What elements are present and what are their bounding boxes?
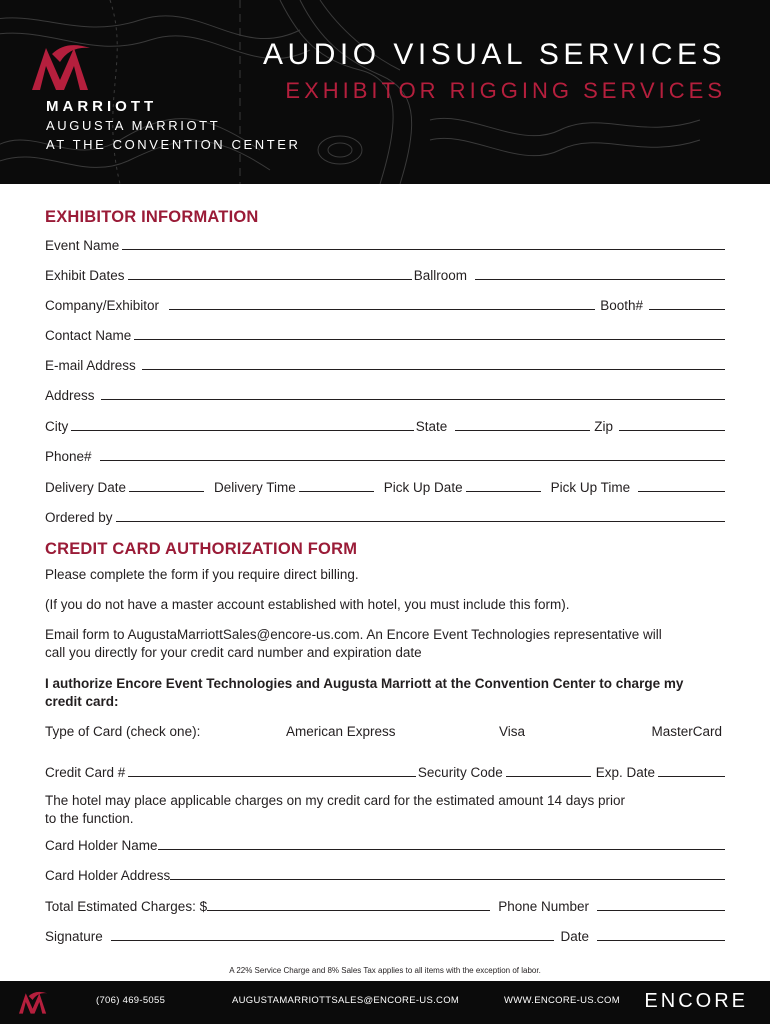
holder-name-label: Card Holder Name [45, 838, 158, 853]
signature-label: Signature [45, 929, 103, 944]
signature-field[interactable] [111, 927, 555, 941]
pickup-date-field[interactable] [466, 478, 541, 492]
holder-address-field[interactable] [170, 866, 725, 880]
footer-phone[interactable]: (706) 469-5055 [96, 995, 166, 1006]
pickup-time-field[interactable] [638, 478, 725, 492]
authorize-line-2: credit card: [45, 694, 119, 709]
phone-number-label: Phone Number [498, 899, 589, 914]
city-row [45, 414, 725, 434]
booth-label: Booth# [600, 298, 643, 313]
marriott-logo-icon [30, 40, 100, 92]
email-row [45, 353, 725, 373]
email-instruction-line-1: Email form to AugustaMarriottSales@encore-us.com. An Encore Event Technologies representative will [45, 627, 662, 642]
footer-email-link[interactable]: AUGUSTAMARRIOTTSALES@ENCORE-US.COM [232, 995, 460, 1006]
ordered-by-field[interactable] [116, 508, 725, 522]
holder-address-label: Card Holder Address [45, 868, 171, 883]
exhibit-dates-label: Exhibit Dates [45, 268, 125, 283]
event-name-field[interactable] [122, 236, 725, 250]
security-code-label: Security Code [417, 765, 503, 780]
charges-notice-line-1: The hotel may place applicable charges on my credit card for the estimated amount 14 days prior [45, 793, 626, 808]
brand-name: MARRIOTT [46, 98, 158, 115]
page-title: AUDIO VISUAL SERVICES [263, 38, 726, 71]
state-label: State [415, 419, 448, 434]
phone-field[interactable] [100, 447, 725, 461]
email-label: E-mail Address [45, 358, 136, 373]
email-field[interactable] [142, 356, 725, 370]
delivery-time-field[interactable] [299, 478, 374, 492]
booth-field[interactable] [649, 296, 725, 310]
card-type-row [45, 724, 725, 744]
ballroom-label: Ballroom [413, 268, 467, 283]
card-option-visa[interactable]: Visa [499, 724, 526, 739]
pickup-date-label: Pick Up Date [383, 480, 463, 495]
venue-line-1: AUGUSTA MARRIOTT [46, 118, 221, 133]
zip-field[interactable] [619, 417, 725, 431]
zip-label: Zip [594, 419, 613, 434]
card-number-row [45, 760, 725, 780]
exhibit-dates-field[interactable] [128, 266, 412, 280]
header-banner [0, 0, 770, 184]
date-field[interactable] [597, 927, 725, 941]
phone-label: Phone# [45, 449, 92, 464]
card-option-mastercard[interactable]: MasterCard [651, 724, 722, 739]
company-label: Company/Exhibitor [45, 298, 160, 313]
signature-row [45, 924, 725, 944]
event-name-label: Event Name [45, 238, 120, 253]
exhibit-dates-row [45, 263, 725, 283]
marriott-footer-logo-icon [18, 989, 52, 1015]
encore-logo: ENCORE [644, 990, 748, 1012]
delivery-row [45, 475, 725, 495]
holder-name-row [45, 833, 725, 853]
ordered-by-row [45, 505, 725, 525]
ordered-by-label: Ordered by [45, 510, 113, 525]
total-charges-field[interactable] [207, 897, 490, 911]
holder-name-field[interactable] [158, 836, 725, 850]
exp-date-field[interactable] [658, 763, 725, 777]
ballroom-field[interactable] [475, 266, 725, 280]
exhibitor-section-heading: EXHIBITOR INFORMATION [45, 208, 259, 226]
security-code-field[interactable] [506, 763, 591, 777]
contact-name-row [45, 323, 725, 343]
page-subtitle: EXHIBITOR RIGGING SERVICES [285, 78, 726, 103]
delivery-date-field[interactable] [129, 478, 204, 492]
event-name-row [45, 233, 725, 253]
address-row [45, 383, 725, 403]
footer-website-link[interactable]: WWW.ENCORE-US.COM [504, 995, 620, 1006]
address-field[interactable] [101, 386, 725, 400]
state-field[interactable] [455, 417, 590, 431]
city-field[interactable] [71, 417, 413, 431]
city-label: City [45, 419, 69, 434]
email-instruction-line-2: call you directly for your credit card number and expiration date [45, 645, 422, 660]
pickup-time-label: Pick Up Time [550, 480, 631, 495]
footer-bar [0, 981, 770, 1024]
service-charge-note: A 22% Service Charge and 8% Sales Tax applies to all items with the exception of labor. [229, 966, 541, 975]
exp-date-label: Exp. Date [595, 765, 655, 780]
card-option-amex[interactable]: American Express [286, 724, 396, 739]
holder-address-row [45, 863, 725, 883]
total-charges-row [45, 894, 725, 914]
company-field[interactable] [169, 296, 595, 310]
phone-row [45, 444, 725, 464]
delivery-time-label: Delivery Time [214, 480, 296, 495]
total-charges-label: Total Estimated Charges: $ [45, 899, 208, 914]
delivery-date-label: Delivery Date [45, 480, 127, 495]
contact-name-label: Contact Name [45, 328, 132, 343]
authorize-line-1: I authorize Encore Event Technologies and Augusta Marriott at the Convention Center to charge my [45, 676, 684, 691]
phone-number-field[interactable] [597, 897, 725, 911]
master-account-note: (If you do not have a master account established with hotel, you must include this form). [45, 597, 570, 612]
date-label: Date [560, 929, 589, 944]
company-row [45, 293, 725, 313]
card-type-label: Type of Card (check one): [45, 724, 201, 739]
card-number-field[interactable] [128, 763, 416, 777]
charges-notice-line-2: to the function. [45, 811, 134, 826]
billing-instruction: Please complete the form if you require direct billing. [45, 567, 359, 582]
credit-section-heading: CREDIT CARD AUTHORIZATION FORM [45, 540, 358, 558]
contact-name-field[interactable] [134, 326, 725, 340]
venue-line-2: AT THE CONVENTION CENTER [46, 137, 301, 152]
address-label: Address [45, 388, 95, 403]
card-number-label: Credit Card # [45, 765, 126, 780]
